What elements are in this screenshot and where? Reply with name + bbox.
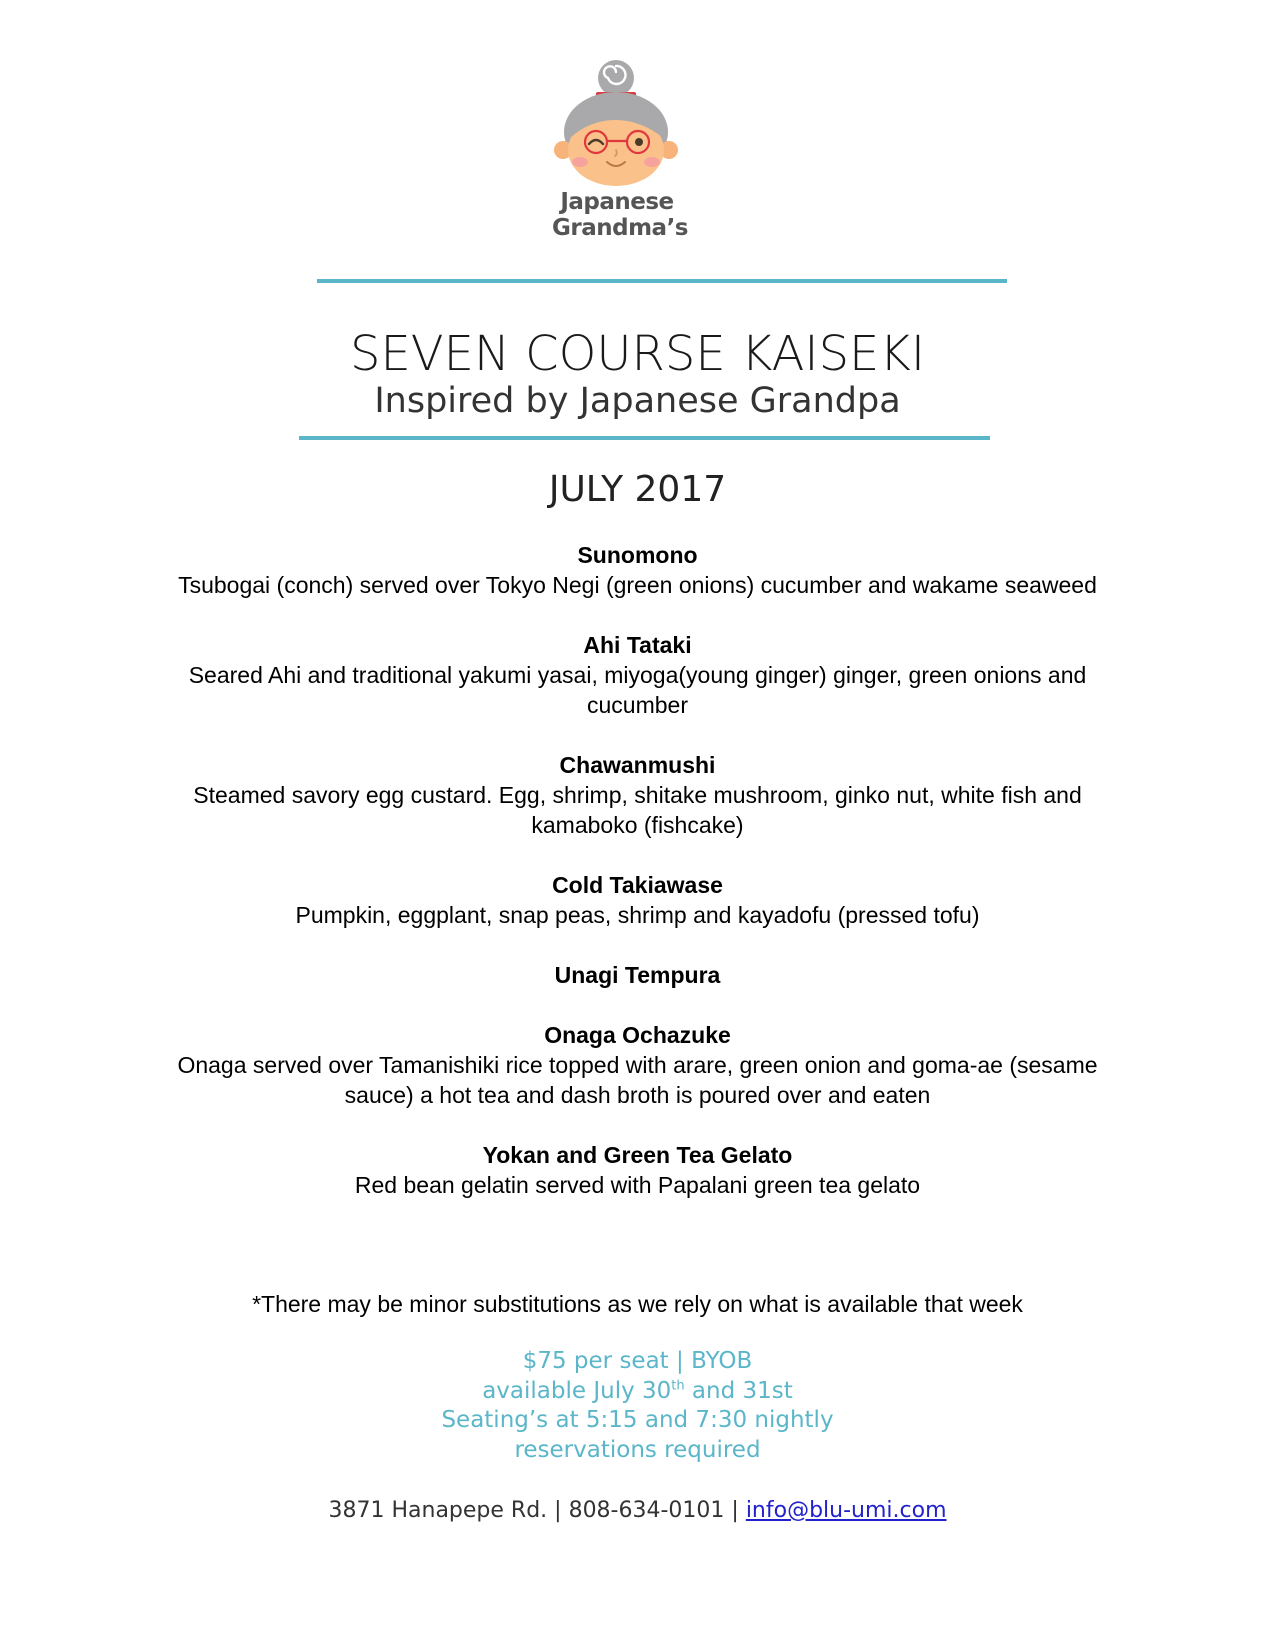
- course-description: Tsubogai (conch) served over Tokyo Negi (green onions) cucumber and wakame seaweed: [178, 572, 1097, 598]
- menu-title: SEVEN COURSE KAISEKI: [349, 326, 925, 382]
- reservations-line: reservations required: [514, 1436, 761, 1463]
- availability-prefix: available July 30: [482, 1377, 672, 1404]
- course-description: Steamed savory egg custard. Egg, shrimp, shitake mushroom, ginko nut, white fish and kamaboko (fishcake): [193, 782, 1082, 838]
- middle-divider: [299, 436, 990, 440]
- availability-superscript: th: [671, 1377, 685, 1393]
- menu-month: JULY 2017: [548, 469, 727, 510]
- logo-text-line1: Japanese: [560, 189, 674, 215]
- course-item: [170, 630, 1105, 720]
- course-item: [170, 960, 1105, 990]
- logo-text-line2: Grandma’s: [552, 215, 688, 241]
- address-phone: 3871 Hanapepe Rd. | 808-634-0101 |: [328, 1498, 746, 1523]
- course-item: [170, 750, 1105, 840]
- course-item: [170, 540, 1105, 600]
- menu-subtitle: Inspired by Japanese Grandpa: [374, 381, 901, 421]
- course-name: Cold Takiawase: [552, 872, 723, 898]
- course-name: Ahi Tataki: [583, 632, 692, 658]
- top-divider: [317, 279, 1007, 283]
- course-description: Red bean gelatin served with Papalani green tea gelato: [354, 1172, 921, 1198]
- course-description: Pumpkin, eggplant, snap peas, shrimp and kayadofu (pressed tofu): [295, 902, 980, 928]
- course-list: [170, 540, 1105, 1230]
- course-description: Onaga served over Tamanishiki rice topped with arare, green onion and goma-ae (sesame sauce) a hot tea and dash broth is poured over and eaten: [177, 1052, 1098, 1108]
- seatings-line: Seating’s at 5:15 and 7:30 nightly: [441, 1407, 834, 1433]
- logo: [552, 58, 688, 248]
- availability-suffix: and 31st: [684, 1377, 793, 1404]
- course-name: Chawanmushi: [559, 752, 716, 778]
- pricing-block: [0, 1347, 1275, 1465]
- grandma-face-icon: [552, 58, 682, 188]
- email-link[interactable]: info@blu-umi.com: [745, 1498, 947, 1523]
- course-name: Unagi Tempura: [554, 962, 721, 988]
- course-item: [170, 870, 1105, 930]
- course-name: Onaga Ochazuke: [544, 1022, 731, 1048]
- availability-line: [0, 1377, 1275, 1407]
- course-item: [170, 1020, 1105, 1110]
- course-item: [170, 1140, 1105, 1200]
- course-name: Yokan and Green Tea Gelato: [482, 1142, 793, 1168]
- course-name: Sunomono: [577, 542, 698, 568]
- substitution-note: *There may be minor substitutions as we rely on what is available that week: [252, 1291, 1023, 1317]
- price-line: $75 per seat | BYOB: [522, 1348, 753, 1374]
- footer: [0, 1497, 1275, 1525]
- course-description: Seared Ahi and traditional yakumi yasai, miyoga(young ginger) ginger, green onions and cucumber: [188, 662, 1087, 718]
